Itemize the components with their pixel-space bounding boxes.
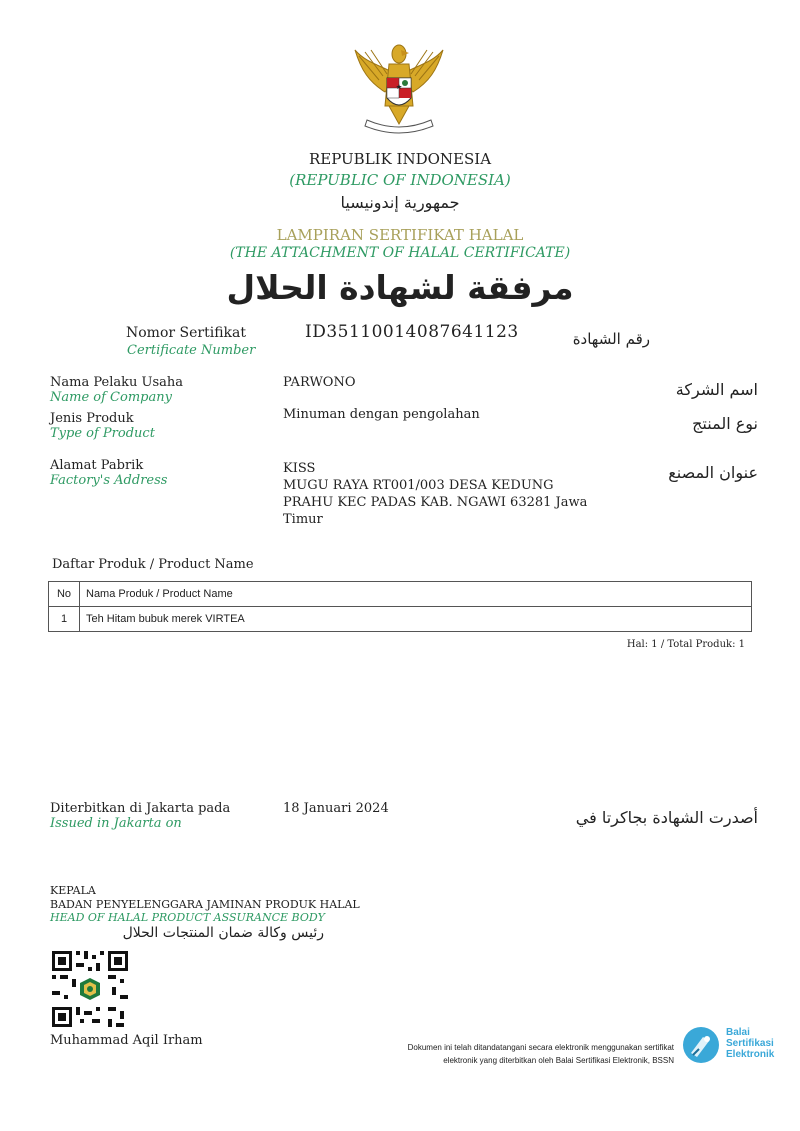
factory-address-value: MUGU RAYA RT001/003 DESA KEDUNG PRAHU KEC PADAS KAB. NGAWI 63281 Jawa Timur [283,478,588,527]
country-name-ar: جمهورية إندونيسيا [340,193,460,212]
issued-label-ar: أصدرت الشهادة بجاكرتا في [575,808,758,827]
issued-date: 18 Januari 2024 [283,801,389,816]
electronic-signature-note-line2: elektronik yang diterbitkan oleh Balai Sertifikasi Elektronik, BSSN [443,1056,674,1065]
garuda-emblem [349,36,449,136]
bsre-logo-icon [681,1025,721,1065]
issued-label: Diterbitkan di Jakarta pada [50,801,231,816]
electronic-signature-note [360,1041,674,1067]
company-label-ar: اسم الشركة [675,380,758,399]
product-table [48,581,752,632]
certificate-number: ID35110014087641123 [305,322,519,342]
certificate-number-label-en: Certificate Number [127,343,256,358]
company-label-en: Name of Company [50,390,172,405]
signatory-agency-ar: رئيس وكالة ضمان المنتجات الحلال [122,925,324,941]
factory-address-label: Alamat Pabrik [50,458,144,473]
signatory-agency-en: HEAD OF HALAL PRODUCT ASSURANCE BODY [50,911,325,924]
table-row [49,607,752,632]
page-info: Hal: 1 / Total Produk: 1 [626,639,745,650]
factory-name: KISS [283,461,316,476]
certificate-number-label-ar: رقم الشهادة [572,330,650,348]
factory-address-label-en: Factory's Address [50,473,168,488]
product-type-label-en: Type of Product [50,426,155,441]
bsre-text-line1: Balai [726,1027,750,1038]
bsre-logo-text [726,1027,774,1060]
issued-label-en: Issued in Jakarta on [50,816,182,831]
document-title-ar: مرفقة لشهادة الحلال [226,268,574,307]
factory-address-label-ar: عنوان المصنع [668,463,758,482]
product-type-label-ar: نوع المنتج [692,414,758,433]
product-type-value: Minuman dengan pengolahan [283,407,480,422]
document-title-id: LAMPIRAN SERTIFIKAT HALAL [276,226,524,244]
signatory-name: Muhammad Aqil Irham [50,1033,203,1048]
bsre-text-line3: Elektronik [726,1049,775,1060]
column-header-no: No [49,582,80,607]
column-header-product-name: Nama Produk / Product Name [80,582,752,607]
electronic-signature-note-line1: Dokumen ini telah ditandatangani secara elektronik menggunakan sertifikat [407,1043,674,1052]
product-list-heading: Daftar Produk / Product Name [52,557,254,572]
product-type-label: Jenis Produk [50,411,134,426]
company-value: PARWONO [283,375,356,390]
signatory-agency: BADAN PENYELENGGARA JAMINAN PRODUK HALAL [50,898,360,911]
document-title-en: (THE ATTACHMENT OF HALAL CERTIFICATE) [229,245,571,261]
product-row-no: 1 [49,607,80,632]
certificate-number-label: Nomor Sertifikat [126,325,246,341]
product-row-name: Teh Hitam bubuk merek VIRTEA [80,607,752,632]
company-label: Nama Pelaku Usaha [50,375,183,390]
signatory-title: KEPALA [50,884,96,897]
country-name-id: REPUBLIK INDONESIA [308,150,492,168]
bsre-text-line2: Sertifikasi [726,1038,774,1049]
country-name-en: (REPUBLIC OF INDONESIA) [289,171,511,189]
signature-qr-code [50,949,130,1029]
table-header-row [49,582,752,607]
